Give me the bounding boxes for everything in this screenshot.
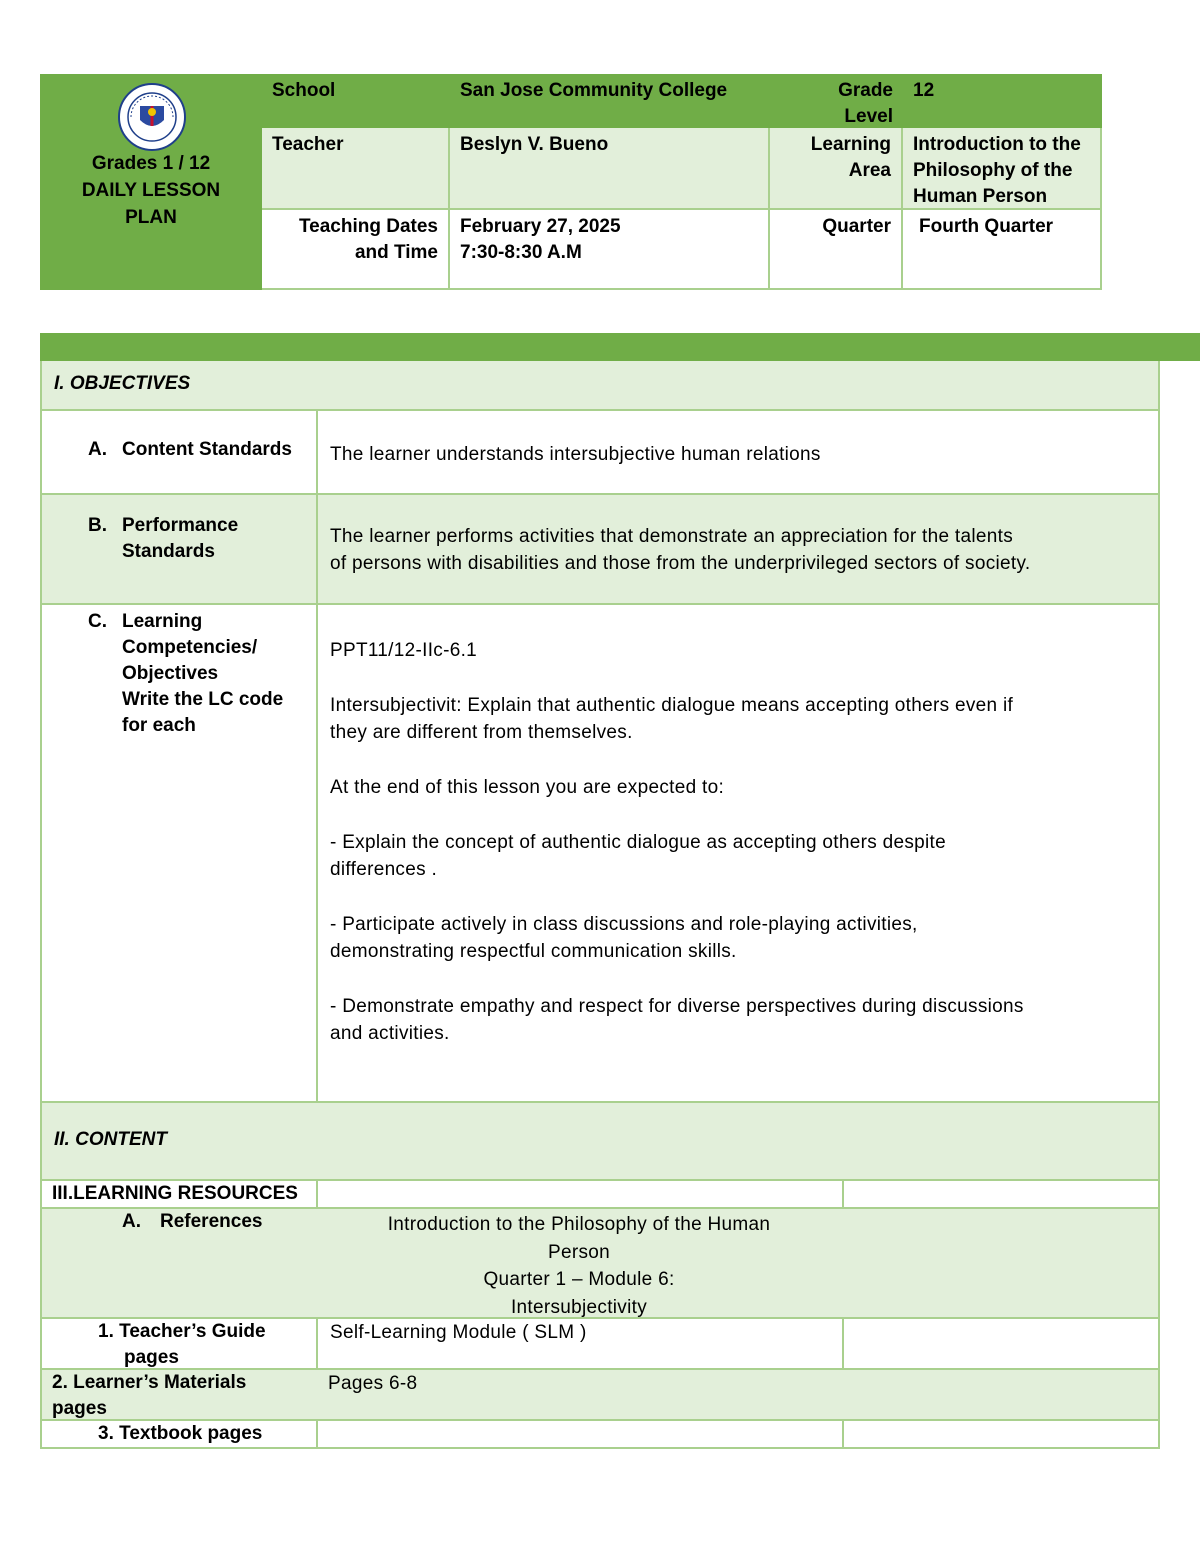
plan-title-line: DAILY LESSON xyxy=(81,180,221,201)
performance-standards-label xyxy=(42,495,316,605)
learners-materials-row xyxy=(40,1370,1160,1421)
objective-line: differences . xyxy=(330,859,438,880)
row-label-line: for each xyxy=(122,715,196,736)
resources-extra-cell xyxy=(842,1181,844,1207)
content-standards-label xyxy=(42,411,316,495)
row-label-line: 1. Teacher’s Guide xyxy=(98,1321,266,1342)
area-value-line: Human Person xyxy=(913,186,1048,207)
content-row xyxy=(40,1103,1160,1181)
reference-line: Quarter 1 – Module 6: xyxy=(483,1269,675,1290)
teacher-label: Teacher xyxy=(262,128,450,210)
area-label-line: Area xyxy=(848,160,891,181)
header-title-cell xyxy=(40,74,262,290)
area-value-line: Philosophy of the xyxy=(913,160,1073,181)
objectives-title: I. OBJECTIVES xyxy=(54,373,191,394)
plan-title-line: PLAN xyxy=(125,207,177,228)
competency-line: Intersubjectivit: Explain that authentic dialogue means accepting others even if xyxy=(330,695,1014,716)
school-label: School xyxy=(262,74,450,128)
plan-title-line: Grades 1 / 12 xyxy=(91,153,211,174)
row-label-line: Competencies/ xyxy=(122,637,258,658)
objective-line: - Participate actively in class discussions and role-playing activities, xyxy=(330,914,918,935)
dates-value-line: February 27, 2025 xyxy=(460,216,621,237)
textbook-row xyxy=(40,1421,1160,1449)
row-letter: A. xyxy=(122,1211,141,1232)
row-label xyxy=(122,513,238,565)
content-standards-line: The learner understands intersubjective human relations xyxy=(330,444,821,465)
row-letter: B. xyxy=(88,515,107,536)
section-header-bar xyxy=(40,333,1200,361)
grade-label-line: Level xyxy=(844,106,893,127)
reference-line: Introduction to the Philosophy of the Human xyxy=(387,1214,771,1235)
competencies-row xyxy=(40,605,1160,1103)
dates-value-line: 7:30-8:30 A.M xyxy=(460,242,582,263)
objective-line: and activities. xyxy=(330,1023,450,1044)
grade-level-label xyxy=(770,74,903,128)
row-letter: C. xyxy=(88,611,107,632)
competencies-label xyxy=(42,605,316,1103)
references-row xyxy=(40,1209,1160,1319)
references-text xyxy=(318,1211,840,1321)
resources-title: III.LEARNING RESOURCES xyxy=(52,1183,298,1204)
resources-header-row xyxy=(40,1181,1160,1209)
teaching-dates-label xyxy=(262,210,450,290)
quarter-value: Fourth Quarter xyxy=(903,210,1102,290)
performance-standards-text xyxy=(316,495,1158,603)
teacher-value: Beslyn V. Bueno xyxy=(450,128,770,210)
performance-line: of persons with disabilities and those from the underprivileged sectors of society. xyxy=(330,553,1031,574)
learners-materials-label xyxy=(42,1370,316,1421)
learners-materials-value-cell xyxy=(316,1370,1158,1419)
row-label-line: Standards xyxy=(122,541,215,562)
objective-line: - Demonstrate empathy and respect for diverse perspectives during discussions xyxy=(330,996,1024,1017)
area-label-line: Learning xyxy=(810,134,891,155)
grade-level-value: 12 xyxy=(903,74,1102,128)
area-value-line: Introduction to the xyxy=(913,134,1081,155)
row-label-line: Performance xyxy=(122,515,239,536)
references-label xyxy=(42,1209,316,1319)
resources-empty-cell xyxy=(316,1181,1158,1207)
row-label xyxy=(122,609,283,739)
deped-seal-icon xyxy=(117,82,187,152)
learning-area-value xyxy=(903,128,1102,210)
school-value: San Jose Community College xyxy=(450,74,770,128)
competencies-text xyxy=(316,605,1158,1101)
content-title: II. CONTENT xyxy=(54,1129,167,1150)
resources-extra-cell xyxy=(842,1319,844,1368)
row-label-line: Write the LC code xyxy=(122,689,284,710)
learners-materials-value: Pages 6-8 xyxy=(328,1373,418,1394)
grade-label-line: Grade xyxy=(838,80,893,101)
competency-intro: At the end of this lesson you are expected to: xyxy=(330,777,725,798)
teaching-dates-value xyxy=(450,210,770,290)
row-letter: A. xyxy=(88,439,107,460)
objective-line: - Explain the concept of authentic dialogue as accepting others despite xyxy=(330,832,946,853)
reference-line: Person xyxy=(547,1241,610,1263)
textbook-label: 3. Textbook pages xyxy=(98,1423,263,1444)
teachers-guide-value: Self-Learning Module ( SLM ) xyxy=(330,1322,587,1343)
competencies-lines xyxy=(330,637,1024,1047)
row-label: References xyxy=(160,1211,263,1232)
row-label-line: Learning xyxy=(122,611,203,632)
reference-line: Intersubjectivity xyxy=(510,1296,648,1318)
teachers-guide-value-cell xyxy=(316,1319,1158,1368)
dates-label-line: Teaching Dates xyxy=(298,216,438,237)
competency-line: they are different from themselves. xyxy=(330,722,633,743)
quarter-label: Quarter xyxy=(770,210,903,290)
teachers-guide-row xyxy=(40,1319,1160,1370)
row-label-line: 2. Learner’s Materials xyxy=(52,1372,247,1393)
performance-line: The learner performs activities that demonstrate an appreciation for the talents xyxy=(330,526,1014,547)
performance-standards-lines xyxy=(330,523,1030,577)
resources-extra-cell xyxy=(842,1421,844,1447)
teachers-guide-label xyxy=(42,1319,316,1370)
plan-title xyxy=(40,150,262,231)
header-table xyxy=(40,74,1102,290)
row-label-line: Objectives xyxy=(122,663,219,684)
content-standards-text xyxy=(316,411,1158,493)
row-label-line: pages xyxy=(52,1398,107,1419)
dates-label-line: and Time xyxy=(354,242,438,263)
row-label-line: pages xyxy=(124,1347,179,1368)
performance-standards-row xyxy=(40,495,1160,605)
textbook-value-cell xyxy=(316,1421,1158,1447)
content-standards-row xyxy=(40,411,1160,495)
row-label: Content Standards xyxy=(122,439,292,460)
learning-area-label xyxy=(770,128,903,210)
objectives-row xyxy=(40,361,1160,411)
lc-code: PPT11/12-IIc-6.1 xyxy=(330,640,478,661)
objective-line: demonstrating respectful communication skills. xyxy=(330,941,737,962)
